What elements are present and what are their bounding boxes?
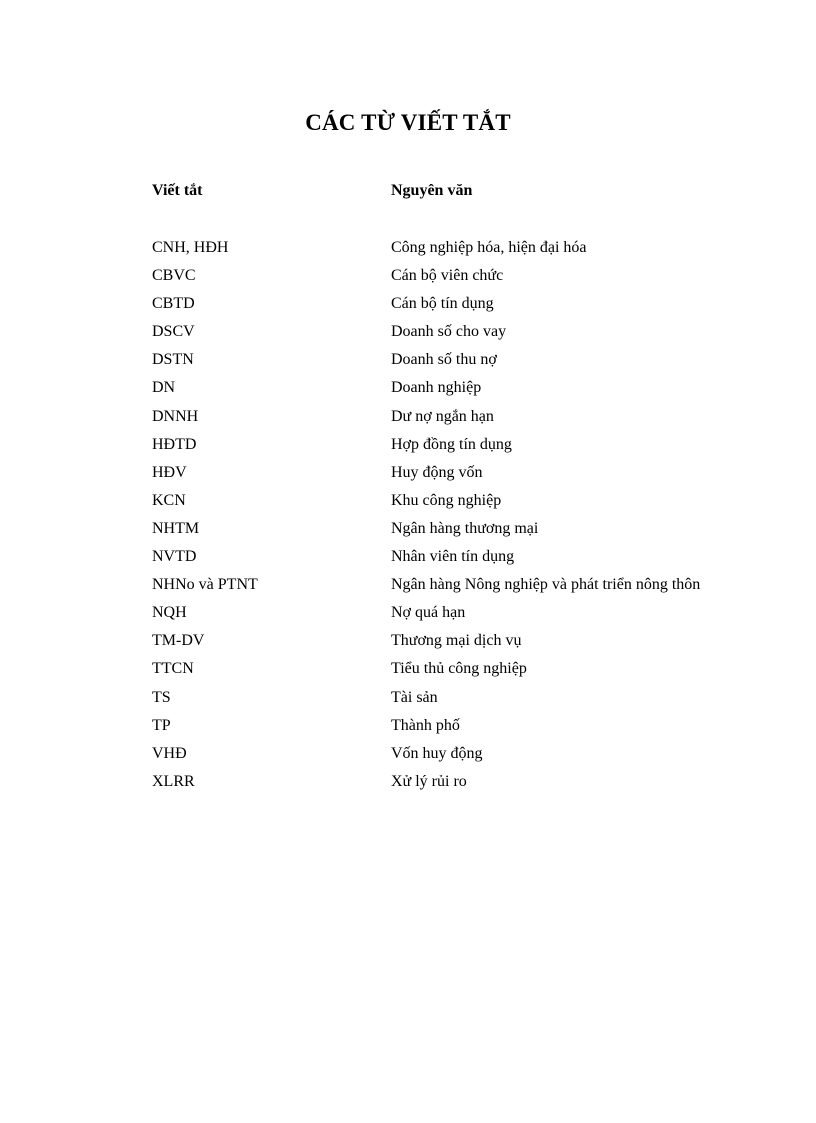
full-text-cell: Nợ quá hạn xyxy=(391,604,466,622)
full-text-cell: Huy động vốn xyxy=(391,463,483,481)
table-row xyxy=(152,351,772,379)
abbreviation-cell: CBTD xyxy=(152,295,195,313)
table-row xyxy=(152,408,772,436)
full-text-cell: Tài sản xyxy=(391,688,438,706)
abbreviation-cell: VHĐ xyxy=(152,744,187,762)
table-row xyxy=(152,548,772,576)
abbreviation-cell: NQH xyxy=(152,604,187,622)
table-row xyxy=(152,520,772,548)
full-text-cell: Doanh số cho vay xyxy=(391,323,507,341)
full-text-cell: Thành phố xyxy=(391,716,460,734)
table-row xyxy=(152,660,772,688)
table-row xyxy=(152,717,772,745)
full-text-cell: Công nghiệp hóa, hiện đại hóa xyxy=(391,239,587,256)
full-text-cell: Ngân hàng Nông nghiệp và phát triển nông thôn xyxy=(391,576,701,594)
abbreviation-cell: HĐV xyxy=(152,463,187,481)
abbreviation-cell: HĐTD xyxy=(152,435,197,453)
full-text-cell: Dư nợ ngắn hạn xyxy=(391,407,494,425)
full-text-cell: Hợp đồng tín dụng xyxy=(391,435,512,453)
table-row xyxy=(152,379,772,407)
table-row xyxy=(152,267,772,295)
abbreviation-cell: TTCN xyxy=(152,660,194,678)
table-row xyxy=(152,239,772,267)
table-row xyxy=(152,323,772,351)
header-abbreviation: Viết tắt xyxy=(152,182,203,199)
table-row xyxy=(152,464,772,492)
full-text-cell: Ngân hàng thương mại xyxy=(391,519,539,537)
abbreviation-cell: TM-DV xyxy=(152,632,205,650)
table-row xyxy=(152,604,772,632)
full-text-cell: Doanh nghiệp xyxy=(391,379,482,397)
abbreviation-cell: DSTN xyxy=(152,351,194,369)
full-text-cell: Tiểu thủ công nghiệp xyxy=(391,660,527,678)
abbreviation-cell: DN xyxy=(152,379,176,397)
page-title: CÁC TỪ VIẾT TẮT xyxy=(305,110,511,135)
table-row xyxy=(152,492,772,520)
full-text-cell: Cán bộ viên chức xyxy=(391,267,504,285)
full-text-cell: Khu công nghiệp xyxy=(391,491,502,509)
full-text-cell: Thương mại dịch vụ xyxy=(391,632,522,650)
table-row xyxy=(152,576,772,604)
abbreviation-cell: TS xyxy=(152,688,171,706)
abbreviation-cell: NHNo và PTNT xyxy=(152,576,258,594)
table-header xyxy=(152,182,752,202)
table-row xyxy=(152,632,772,660)
abbreviation-list xyxy=(152,239,772,801)
table-row xyxy=(152,689,772,717)
full-text-cell: Nhân viên tín dụng xyxy=(391,548,515,566)
table-row xyxy=(152,295,772,323)
table-row xyxy=(152,436,772,464)
table-row xyxy=(152,745,772,773)
abbreviation-cell: TP xyxy=(152,716,171,734)
abbreviation-cell: KCN xyxy=(152,491,186,509)
header-full-text: Nguyên văn xyxy=(391,182,473,199)
abbreviation-cell: CBVC xyxy=(152,267,196,285)
table-row xyxy=(152,773,772,801)
abbreviation-cell: NVTD xyxy=(152,548,197,566)
abbreviation-cell: XLRR xyxy=(152,772,195,790)
abbreviation-cell: DSCV xyxy=(152,323,195,341)
full-text-cell: Xử lý rủi ro xyxy=(391,772,467,790)
abbreviation-cell: CNH, HĐH xyxy=(152,239,229,256)
abbreviation-cell: NHTM xyxy=(152,519,200,537)
full-text-cell: Cán bộ tín dụng xyxy=(391,295,494,313)
full-text-cell: Doanh số thu nợ xyxy=(391,351,497,369)
full-text-cell: Vốn huy động xyxy=(391,744,483,762)
abbreviation-cell: DNNH xyxy=(152,407,199,425)
